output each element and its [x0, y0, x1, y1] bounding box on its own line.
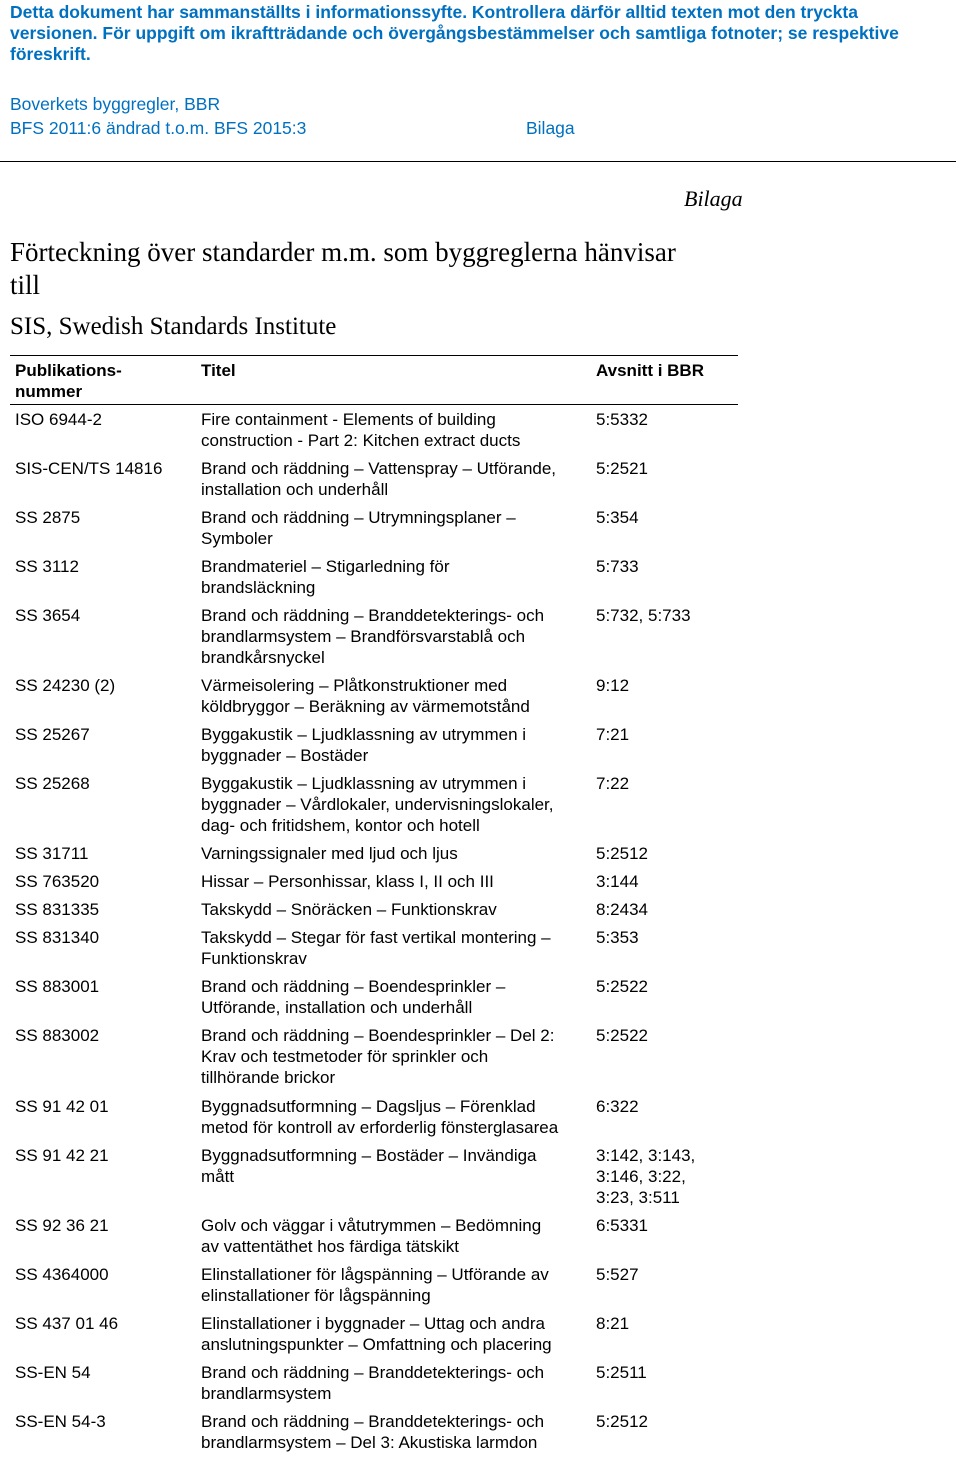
- standard-number: SS 763520: [15, 872, 100, 891]
- standard-number: SS 4364000: [15, 1265, 109, 1284]
- standard-title: Elinstallationer för lågspänning – Utförande av elinstallationer för lågspänning: [201, 1265, 549, 1305]
- standard-number: SS 437 01 46: [15, 1314, 119, 1333]
- standard-title: Brand och räddning – Boendesprinkler – Del 2: Krav och testmetoder för sprinkler och tillhörande brickor: [201, 1026, 555, 1087]
- standard-number: SS 24230 (2): [15, 676, 116, 695]
- bbr-section: 9:12: [596, 676, 630, 695]
- header-publication-number: Publikations- nummer: [15, 361, 122, 401]
- standard-title: Brandmateriel – Stigarledning för brandsläckning: [201, 557, 450, 597]
- appendix-tag: Bilaga: [684, 186, 743, 211]
- standard-title: Takskydd – Stegar för fast vertikal montering – Funktionskrav: [201, 928, 551, 968]
- standard-number: SS 31711: [15, 844, 89, 863]
- standard-number: ISO 6944-2: [15, 410, 102, 429]
- standard-number: SS 91 42 01: [15, 1097, 109, 1116]
- standard-title: Hissar – Personhissar, klass I, II och III: [201, 872, 494, 891]
- standard-title: Brand och räddning – Branddetekterings- och brandlarmsystem: [201, 1363, 545, 1403]
- standard-title: Fire containment - Elements of building construction - Part 2: Kitchen extract ducts: [201, 410, 521, 450]
- standard-number: SS 3654: [15, 606, 81, 625]
- standard-title: Byggakustik – Ljudklassning av utrymmen i byggnader – Bostäder: [201, 725, 527, 765]
- regulation-name: Boverkets byggregler, BBR: [10, 94, 221, 114]
- bbr-section: 3:142, 3:143, 3:146, 3:22, 3:23, 3:511: [596, 1146, 696, 1207]
- standard-number: SIS-CEN/TS 14816: [15, 459, 163, 478]
- appendix-label: Bilaga: [526, 118, 575, 138]
- standard-title: Golv och väggar i våtutrymmen – Bedömning av vattentäthet hos färdiga tätskikt: [201, 1216, 542, 1256]
- bbr-section: 5:527: [596, 1265, 639, 1284]
- bbr-section: 8:2434: [596, 900, 648, 919]
- bbr-section: 5:2512: [596, 844, 648, 863]
- bbr-section: 5:733: [596, 557, 639, 576]
- information-notice: Detta dokument har sammanställts i informationssyfte. Kontrollera därför alltid texten mot den tryckta versionen. För uppgift om ikraftträdande och övergångsbestämmelser och samtliga fotnoter; se respektive föreskrift.: [10, 2, 899, 64]
- bbr-section: 5:2522: [596, 1026, 648, 1045]
- standard-title: Byggakustik – Ljudklassning av utrymmen i byggnader – Vårdlokaler, undervisningslokaler, dag- och fritidshem, kontor och hotell: [201, 774, 554, 835]
- standard-title: Brand och räddning – Branddetekterings- och brandlarmsystem – Del 3: Akustiska larmdon: [201, 1412, 545, 1452]
- page-title: Förteckning över standarder m.m. som byggreglerna hänvisar till: [10, 237, 676, 300]
- bbr-section: 5:2521: [596, 459, 648, 478]
- regulation-version: BFS 2011:6 ändrad t.o.m. BFS 2015:3: [10, 118, 307, 138]
- bbr-section: 7:21: [596, 725, 630, 744]
- standard-title: Brand och räddning – Boendesprinkler – Utförande, installation och underhåll: [201, 977, 506, 1017]
- standard-title: Byggnadsutformning – Dagsljus – Förenklad metod för kontroll av erforderlig fönsterglasarea: [201, 1097, 559, 1137]
- bbr-section: 5:5332: [596, 410, 648, 429]
- standard-number: SS 3112: [15, 557, 79, 576]
- standard-number: SS-EN 54: [15, 1363, 91, 1382]
- bbr-section: 5:732, 5:733: [596, 606, 691, 625]
- standard-number: SS 883002: [15, 1026, 100, 1045]
- standard-title: Värmeisolering – Plåtkonstruktioner med köldbryggor – Beräkning av värmemotstånd: [201, 676, 530, 716]
- standard-number: SS 883001: [15, 977, 100, 996]
- bbr-section: 7:22: [596, 774, 630, 793]
- standard-number: SS 2875: [15, 508, 81, 527]
- standard-number: SS 25268: [15, 774, 90, 793]
- bbr-section: 6:322: [596, 1097, 639, 1116]
- header-title: Titel: [201, 361, 236, 380]
- bbr-section: 5:2522: [596, 977, 648, 996]
- bbr-section: 5:2512: [596, 1412, 648, 1431]
- header-bbr-section: Avsnitt i BBR: [596, 361, 704, 380]
- standard-number: SS-EN 54-3: [15, 1412, 106, 1431]
- standard-title: Brand och räddning – Branddetekterings- och brandlarmsystem – Brandförsvarstablå och brandkårsnyckel: [201, 606, 545, 667]
- standard-title: Brand och räddning – Vattenspray – Utförande, installation och underhåll: [201, 459, 557, 499]
- bbr-section: 5:354: [596, 508, 639, 527]
- standard-number: SS 25267: [15, 725, 90, 744]
- table-top-border: [10, 355, 738, 356]
- standard-title: Byggnadsutformning – Bostäder – Invändiga mått: [201, 1146, 537, 1186]
- bbr-section: 3:144: [596, 872, 639, 891]
- standard-number: SS 831340: [15, 928, 100, 947]
- standard-title: Elinstallationer i byggnader – Uttag och andra anslutningspunkter – Omfattning och placering: [201, 1314, 552, 1354]
- bbr-section: 8:21: [596, 1314, 630, 1333]
- standard-title: Takskydd – Snöräcken – Funktionskrav: [201, 900, 497, 919]
- standard-number: SS 831335: [15, 900, 100, 919]
- standard-title: Varningssignaler med ljud och ljus: [201, 844, 458, 863]
- table-header-border: [10, 404, 738, 405]
- bbr-section: 5:353: [596, 928, 639, 947]
- standard-title: Brand och räddning – Utrymningsplaner – Symboler: [201, 508, 516, 548]
- bbr-section: 6:5331: [596, 1216, 648, 1235]
- standard-number: SS 91 42 21: [15, 1146, 109, 1165]
- standard-number: SS 92 36 21: [15, 1216, 109, 1235]
- organization-heading: SIS, Swedish Standards Institute: [10, 313, 337, 340]
- bbr-section: 5:2511: [596, 1363, 647, 1382]
- header-divider: [0, 161, 956, 162]
- document-info: [10, 92, 575, 140]
